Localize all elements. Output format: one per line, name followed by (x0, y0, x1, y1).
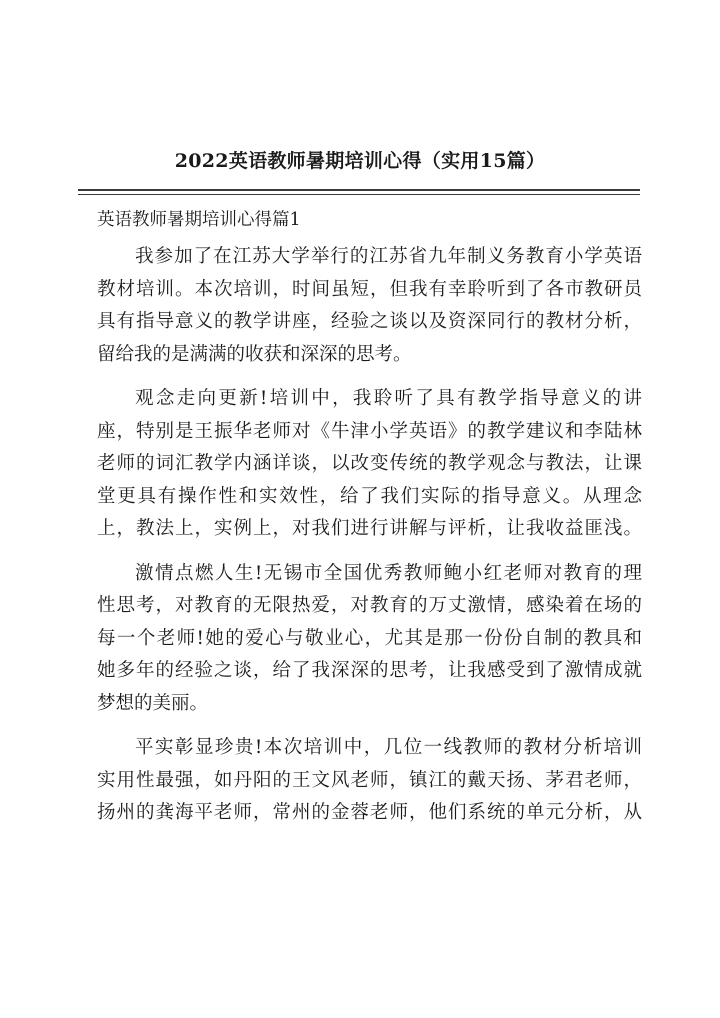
text-line: 老师的词汇教学内涵详谈，以改变传统的教学观念与教法，让课 (97, 453, 642, 474)
text-line: 座，特别是王振华老师对《牛津小学英语》的教学建议和李陆林 (97, 420, 642, 442)
text-line: 上，教法上，实例上，对我们进行讲解与评析，让我收益匪浅。 (97, 518, 642, 539)
text-line: 性思考，对教育的无限热爱，对教育的万丈激情，感染着在场的 (97, 595, 642, 616)
paragraph (97, 383, 642, 546)
text-line: 实用性最强，如丹阳的王文风老师，镇江的戴天扬、茅君老师， (97, 769, 642, 791)
document-title: 2022英语教师暑期培训心得（实用15篇） (174, 150, 546, 172)
title-divider-thick (78, 189, 640, 191)
paragraph (97, 732, 642, 830)
text-line: 激情点燃人生!无锡市全国优秀教师鲍小红老师对教育的理 (135, 562, 642, 584)
title-divider-thin (78, 194, 640, 195)
text-line: 观念走向更新!培训中，我聆听了具有教学指导意义的讲 (135, 388, 642, 409)
text-line: 扬州的龚海平老师，常州的金蓉老师，他们系统的单元分析，从 (97, 802, 642, 823)
text-line: 梦想的美丽。 (97, 692, 209, 714)
paragraph (97, 558, 642, 721)
text-line: 留给我的是满满的收获和深深的思考。 (97, 343, 412, 365)
text-line: 平实彰显珍贵!本次培训中，几位一线教师的教材分析培训 (135, 737, 642, 758)
body-text (97, 241, 642, 842)
text-line: 她多年的经验之谈，给了我深深的思考，让我感受到了激情成就 (97, 660, 642, 681)
text-line: 我参加了在江苏大学举行的江苏省九年制义务教育小学英语 (135, 246, 642, 267)
text-line: 堂更具有操作性和实效性，给了我们实际的指导意义。从理念 (97, 485, 642, 507)
paragraph (97, 241, 642, 371)
text-line: 每一个老师!她的爱心与敬业心，尤其是那一份份自制的教具和 (97, 627, 642, 649)
section-heading: 英语教师暑期培训心得篇1 (97, 210, 301, 230)
text-line: 教材培训。本次培训，时间虽短，但我有幸聆听到了各市教研员 (97, 278, 642, 300)
text-line: 具有指导意义的教学讲座，经验之谈以及资深同行的教材分析， (97, 311, 642, 332)
